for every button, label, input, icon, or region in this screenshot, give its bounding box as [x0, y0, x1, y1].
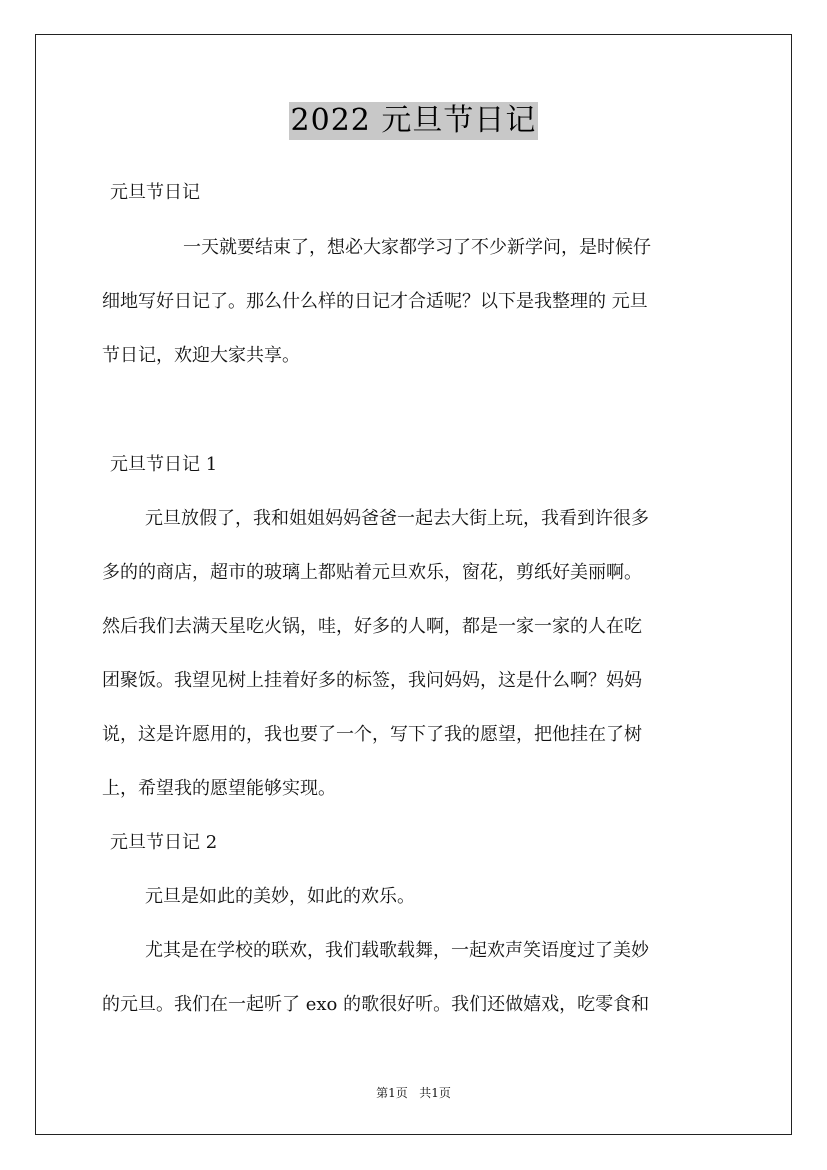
intro-line-1: 一天就要结束了，想必大家都学习了不少新学问，是时候仔	[183, 237, 651, 258]
section1-line-6: 上，希望我的愿望能够实现。	[102, 778, 336, 799]
section2-heading: 元旦节日记 2	[110, 832, 218, 853]
page-footer	[0, 1084, 827, 1101]
intro-line-2: 细地写好日记了。那么什么样的日记才合适呢？以下是我整理的 元旦	[102, 291, 648, 312]
intro-line-3: 节日记，欢迎大家共享。	[102, 345, 300, 366]
document-title: 2022 元旦节日记	[290, 103, 537, 138]
section1-line-4: 团聚饭。我望见树上挂着好多的标签，我问妈妈，这是什么啊？妈妈	[102, 670, 642, 691]
subtitle: 元旦节日记	[110, 182, 200, 203]
section1-line-2: 多的的商店，超市的玻璃上都贴着元旦欢乐，窗花，剪纸好美丽啊。	[102, 562, 642, 583]
section1-line-1: 元旦放假了，我和姐姐妈妈爸爸一起去大街上玩，我看到许很多	[145, 508, 649, 529]
section1-heading: 元旦节日记 1	[110, 454, 218, 475]
section2-line-3: 的元旦。我们在一起听了 exo 的歌很好听。我们还做嬉戏，吃零食和	[102, 994, 650, 1015]
section2-line-1: 元旦是如此的美妙，如此的欢乐。	[145, 886, 415, 907]
section2-line-2: 尤其是在学校的联欢，我们载歌载舞，一起欢声笑语度过了美妙	[145, 940, 649, 961]
section1-line-5: 说，这是许愿用的，我也要了一个，写下了我的愿望，把他挂在了树	[102, 724, 642, 745]
section1-line-3: 然后我们去满天星吃火锅，哇，好多的人啊，都是一家一家的人在吃	[102, 616, 642, 637]
page-number-label: 第1页 共1页	[376, 1086, 451, 1100]
title-container	[0, 102, 827, 140]
